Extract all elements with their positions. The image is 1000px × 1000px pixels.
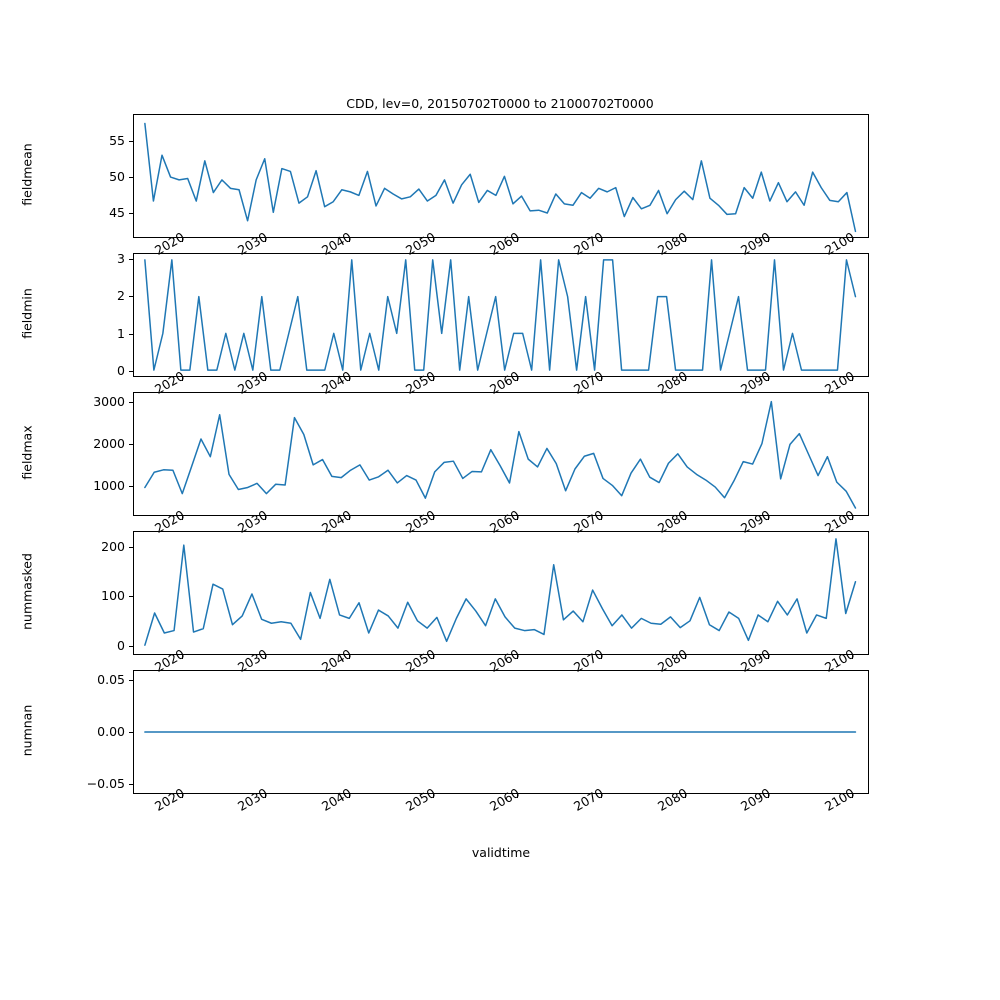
subplot-fieldmin <box>133 253 869 377</box>
y-axis-label-nummasked: nummasked <box>19 553 35 630</box>
x-tick-label: 2090 <box>738 646 774 675</box>
y-tick-label: 3 <box>117 250 125 266</box>
y-tick-mark <box>129 213 133 214</box>
y-axis-label-fieldmax: fieldmax <box>19 425 35 480</box>
y-tick-label: 1000 <box>93 477 125 493</box>
y-tick-label: 1 <box>117 325 125 341</box>
x-tick-label: 2100 <box>822 507 858 536</box>
y-tick-mark <box>129 547 133 548</box>
x-tick-label: 2020 <box>151 507 187 536</box>
y-tick-mark <box>129 680 133 681</box>
plot-area-numnan <box>134 671 868 793</box>
x-tick-label: 2020 <box>151 646 187 675</box>
y-tick-label: 50 <box>109 169 125 185</box>
x-tick-label: 2030 <box>235 646 271 675</box>
x-tick-label: 2040 <box>319 646 355 675</box>
x-tick-label: 2080 <box>654 368 690 397</box>
y-tick-mark <box>129 486 133 487</box>
x-tick-label: 2040 <box>319 229 355 258</box>
y-tick-mark <box>129 732 133 733</box>
x-tick-label: 2050 <box>403 507 439 536</box>
x-tick-label: 2060 <box>486 785 522 814</box>
y-tick-label: 0.00 <box>97 724 125 739</box>
plot-area-fieldmin <box>134 254 868 376</box>
series-fieldmax <box>134 393 868 515</box>
x-tick-label: 2080 <box>654 785 690 814</box>
series-nummasked <box>134 532 868 654</box>
x-tick-label: 2050 <box>403 646 439 675</box>
x-tick-label: 2020 <box>151 368 187 397</box>
y-tick-mark <box>129 784 133 785</box>
y-tick-label: 100 <box>101 588 125 604</box>
x-tick-label: 2060 <box>486 646 522 675</box>
y-tick-mark <box>129 141 133 142</box>
x-tick-label: 2040 <box>319 507 355 536</box>
plot-area-fieldmax <box>134 393 868 515</box>
y-tick-mark <box>129 296 133 297</box>
y-tick-mark <box>129 259 133 260</box>
y-tick-label: 0.05 <box>97 672 125 688</box>
y-tick-mark <box>129 334 133 335</box>
y-tick-mark <box>129 646 133 647</box>
x-axis-label: validtime <box>471 845 531 860</box>
x-tick-label: 2100 <box>822 229 858 258</box>
y-tick-label: 0 <box>117 363 125 379</box>
series-fieldmean <box>134 115 868 237</box>
y-tick-label: −0.05 <box>86 775 125 791</box>
series-fieldmin <box>134 254 868 376</box>
y-tick-mark <box>129 596 133 597</box>
x-tick-label: 2030 <box>235 785 271 814</box>
y-tick-label: 0 <box>117 638 125 654</box>
x-tick-label: 2040 <box>319 368 355 397</box>
subplot-numnan <box>133 670 869 794</box>
x-tick-label: 2100 <box>822 368 858 397</box>
subplot-fieldmean <box>133 114 869 238</box>
x-tick-label: 2090 <box>738 507 774 536</box>
y-tick-label: 200 <box>101 538 125 554</box>
x-tick-label: 2060 <box>486 229 522 258</box>
x-tick-label: 2030 <box>235 229 271 258</box>
x-tick-label: 2070 <box>570 229 606 258</box>
x-tick-label: 2090 <box>738 229 774 258</box>
x-tick-label: 2020 <box>151 229 187 258</box>
x-tick-label: 2080 <box>654 646 690 675</box>
x-tick-label: 2080 <box>654 507 690 536</box>
y-tick-mark <box>129 444 133 445</box>
y-tick-label: 45 <box>109 204 125 220</box>
chart-title: CDD, lev=0, 20150702T0000 to 21000702T0000 <box>346 96 654 111</box>
y-tick-label: 2000 <box>93 436 125 452</box>
y-axis-label-fieldmin: fieldmin <box>19 288 35 339</box>
x-tick-label: 2020 <box>151 785 187 814</box>
x-tick-label: 2050 <box>403 368 439 397</box>
x-tick-label: 2080 <box>654 229 690 258</box>
x-tick-label: 2090 <box>738 785 774 814</box>
subplot-fieldmax <box>133 392 869 516</box>
plot-area-fieldmean <box>134 115 868 237</box>
y-tick-mark <box>129 177 133 178</box>
x-tick-label: 2050 <box>403 785 439 814</box>
y-tick-label: 2 <box>117 288 125 304</box>
plot-area-nummasked <box>134 532 868 654</box>
x-tick-label: 2060 <box>486 368 522 397</box>
x-tick-label: 2070 <box>570 368 606 397</box>
x-tick-label: 2070 <box>570 646 606 675</box>
x-tick-label: 2030 <box>235 507 271 536</box>
y-tick-label: 3000 <box>93 394 125 410</box>
y-axis-label-fieldmean: fieldmean <box>19 143 35 206</box>
y-tick-mark <box>129 371 133 372</box>
y-axis-label-numnan: numnan <box>19 704 35 757</box>
y-tick-mark <box>129 402 133 403</box>
series-numnan <box>134 671 868 793</box>
x-tick-label: 2040 <box>319 785 355 814</box>
x-tick-label: 2030 <box>235 368 271 397</box>
x-tick-label: 2100 <box>822 785 858 814</box>
x-tick-label: 2050 <box>403 229 439 258</box>
x-tick-label: 2090 <box>738 368 774 397</box>
x-tick-label: 2070 <box>570 785 606 814</box>
x-tick-label: 2070 <box>570 507 606 536</box>
subplot-nummasked <box>133 531 869 655</box>
x-tick-label: 2100 <box>822 646 858 675</box>
y-tick-label: 55 <box>109 133 125 149</box>
x-tick-label: 2060 <box>486 507 522 536</box>
